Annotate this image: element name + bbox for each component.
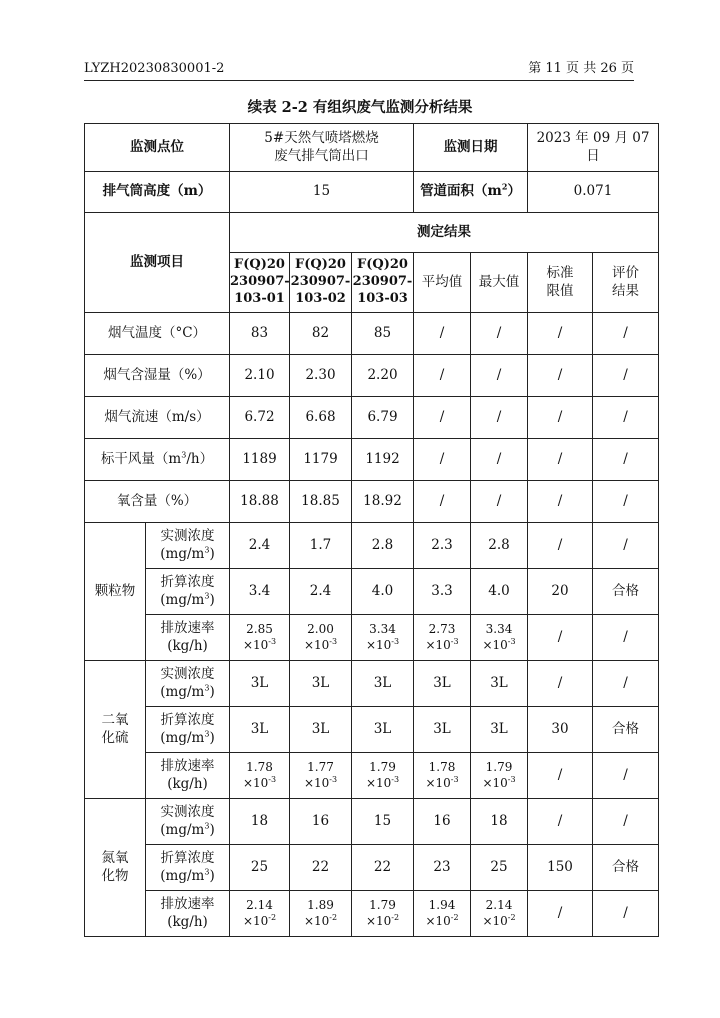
rate-exponent: $\times 10^{-2}$ bbox=[242, 912, 277, 928]
value-cell: 2.30 bbox=[290, 355, 352, 397]
value-cell: 2.8 bbox=[352, 523, 414, 569]
value-cell: 3L bbox=[290, 707, 352, 753]
rate-mantissa: 1.79 bbox=[485, 759, 513, 774]
value-cell: 1192 bbox=[352, 439, 414, 481]
parameter-row bbox=[85, 397, 659, 439]
result-header: 测定结果 bbox=[230, 213, 659, 253]
header-row-top bbox=[85, 213, 659, 253]
pollutant-name bbox=[85, 661, 146, 799]
measure-name: 实测浓度 bbox=[160, 665, 215, 682]
parameter-label bbox=[85, 439, 230, 481]
value-cell: 22 bbox=[290, 845, 352, 891]
value-cell: / bbox=[471, 481, 528, 523]
measure-unit-sup: 3 bbox=[204, 821, 210, 830]
value-cell: / bbox=[528, 481, 593, 523]
pollutant-name-line: 化物 bbox=[101, 867, 129, 884]
page-number: 第 11 页 共 26 页 bbox=[528, 61, 634, 76]
value-cell: 25 bbox=[471, 845, 528, 891]
rate-exponent: $\times 10^{-2}$ bbox=[365, 912, 400, 928]
rate-mantissa: 1.78 bbox=[246, 759, 273, 774]
measure-name: 实测浓度 bbox=[160, 527, 215, 544]
measure-name: 折算浓度 bbox=[160, 849, 215, 866]
value-cell: 4.0 bbox=[471, 569, 528, 615]
measure-label bbox=[146, 753, 230, 799]
rate-mantissa: 2.14 bbox=[485, 897, 513, 912]
value-cell: / bbox=[593, 313, 659, 355]
rate-cell bbox=[352, 891, 414, 937]
measure-unit-suffix: ) bbox=[209, 821, 215, 838]
value-cell: / bbox=[528, 523, 593, 569]
measure-unit-sup: 3 bbox=[204, 729, 210, 738]
rate-cell bbox=[414, 891, 471, 937]
value-cell: 合格 bbox=[593, 707, 659, 753]
measure-unit bbox=[146, 776, 229, 794]
value-cell: 82 bbox=[290, 313, 352, 355]
monitoring-item-header: 监测项目 bbox=[85, 213, 230, 313]
rate-exponent-power: -2 bbox=[450, 912, 459, 922]
rate-exponent-power: -2 bbox=[507, 912, 516, 922]
value-cell: / bbox=[414, 397, 471, 439]
value-cell: / bbox=[528, 891, 593, 937]
value-cell: / bbox=[528, 661, 593, 707]
value-cell: 3L bbox=[471, 707, 528, 753]
value-cell: 6.68 bbox=[290, 397, 352, 439]
rate-cell bbox=[471, 891, 528, 937]
evaluation-header: 评价 结果 bbox=[593, 253, 659, 313]
value-cell: 1189 bbox=[230, 439, 290, 481]
value-cell: / bbox=[593, 481, 659, 523]
sample-header-3: F(Q)20 230907- 103-03 bbox=[352, 253, 414, 313]
parameter-label-text: 标干风量（m bbox=[100, 450, 182, 467]
measure-unit-text: (kg/h) bbox=[167, 775, 208, 792]
measure-label bbox=[146, 799, 230, 845]
average-header: 平均值 bbox=[414, 253, 471, 313]
parameter-row bbox=[85, 481, 659, 523]
measure-unit bbox=[146, 868, 229, 886]
rate-cell bbox=[352, 615, 414, 661]
rate-exponent-power: -3 bbox=[450, 774, 459, 784]
rate-exponent-power: -3 bbox=[268, 636, 277, 646]
value-cell: 20 bbox=[528, 569, 593, 615]
rate-exponent-power: -3 bbox=[450, 636, 459, 646]
measure-unit-text: (kg/h) bbox=[167, 913, 208, 930]
document-id: LYZH20230830001-2 bbox=[84, 61, 225, 76]
rate-exponent-power: -2 bbox=[329, 912, 338, 922]
measure-label bbox=[146, 615, 230, 661]
value-cell: 18 bbox=[230, 799, 290, 845]
rate-exponent: $\times 10^{-2}$ bbox=[303, 912, 338, 928]
rate-exponent: $\times 10^{-3}$ bbox=[365, 774, 400, 790]
measure-unit-sup: 3 bbox=[204, 867, 210, 876]
parameter-label-suffix: /h） bbox=[186, 450, 214, 467]
value-cell: 合格 bbox=[593, 845, 659, 891]
measure-label bbox=[146, 891, 230, 937]
rate-cell bbox=[290, 891, 352, 937]
rate-cell bbox=[471, 753, 528, 799]
measure-unit bbox=[146, 684, 229, 702]
page-header bbox=[84, 58, 634, 81]
rate-exponent: $\times 10^{-3}$ bbox=[425, 774, 459, 790]
rate-exponent-power: -3 bbox=[507, 774, 516, 784]
value-cell: 3L bbox=[290, 661, 352, 707]
measure-unit-suffix: ) bbox=[209, 683, 215, 700]
pollutant-row bbox=[85, 615, 659, 661]
rate-exponent: $\times 10^{-3}$ bbox=[303, 774, 338, 790]
measure-label bbox=[146, 569, 230, 615]
value-cell: 15 bbox=[352, 799, 414, 845]
measure-unit-suffix: ) bbox=[209, 729, 215, 746]
rate-cell bbox=[290, 615, 352, 661]
rate-cell bbox=[230, 753, 290, 799]
rate-cell bbox=[230, 615, 290, 661]
max-header: 最大值 bbox=[471, 253, 528, 313]
value-cell: / bbox=[528, 313, 593, 355]
rate-mantissa: 1.94 bbox=[428, 897, 456, 912]
measure-unit-text: (mg/m bbox=[160, 545, 205, 562]
rate-cell bbox=[290, 753, 352, 799]
measure-unit-sup: 3 bbox=[204, 683, 210, 692]
value-cell: 18 bbox=[471, 799, 528, 845]
value-cell: 1179 bbox=[290, 439, 352, 481]
value-cell: 3.4 bbox=[230, 569, 290, 615]
value-cell: / bbox=[471, 439, 528, 481]
rate-exponent: $\times 10^{-3}$ bbox=[242, 636, 277, 652]
parameter-row bbox=[85, 313, 659, 355]
value-cell: / bbox=[593, 523, 659, 569]
value-cell: 6.79 bbox=[352, 397, 414, 439]
emission-results-table bbox=[84, 123, 659, 937]
rate-exponent-power: -3 bbox=[391, 636, 400, 646]
value-cell: 3L bbox=[414, 707, 471, 753]
measure-unit bbox=[146, 822, 229, 840]
rate-exponent: $\times 10^{-3}$ bbox=[482, 774, 516, 790]
value-cell: / bbox=[471, 355, 528, 397]
sample-header-2: F(Q)20 230907- 103-02 bbox=[290, 253, 352, 313]
rate-exponent: $\times 10^{-3}$ bbox=[482, 636, 516, 652]
value-cell: 16 bbox=[414, 799, 471, 845]
rate-exponent-power: -2 bbox=[268, 912, 277, 922]
rate-mantissa: 2.73 bbox=[428, 621, 456, 636]
rate-mantissa: 2.00 bbox=[307, 621, 334, 636]
pollutant-name-line: 氮氧 bbox=[101, 849, 129, 866]
monitoring-point-value bbox=[230, 124, 414, 172]
table-caption: 续表 2-2 有组织废气监测分析结果 bbox=[247, 99, 473, 116]
value-cell: / bbox=[414, 313, 471, 355]
rate-cell bbox=[414, 753, 471, 799]
duct-area-label-text: 管道面积（m bbox=[420, 183, 502, 200]
pollutant-row bbox=[85, 523, 659, 569]
value-cell: 6.72 bbox=[230, 397, 290, 439]
rate-exponent-power: -3 bbox=[507, 636, 516, 646]
rate-cell bbox=[414, 615, 471, 661]
measure-label bbox=[146, 707, 230, 753]
pollutant-name-line: 二氧 bbox=[101, 711, 129, 728]
measure-unit-sup: 3 bbox=[204, 545, 210, 554]
measure-name: 折算浓度 bbox=[160, 711, 215, 728]
value-cell: / bbox=[528, 439, 593, 481]
value-cell: 85 bbox=[352, 313, 414, 355]
value-cell: / bbox=[593, 753, 659, 799]
value-cell: 3L bbox=[471, 661, 528, 707]
measure-unit-suffix: ) bbox=[209, 867, 215, 884]
measure-unit bbox=[146, 638, 229, 656]
monitoring-date-value: 2023 年 09 月 07 日 bbox=[528, 124, 659, 172]
duct-area-label-suffix: ） bbox=[507, 183, 521, 200]
value-cell: / bbox=[528, 355, 593, 397]
value-cell: 4.0 bbox=[352, 569, 414, 615]
value-cell: 18.85 bbox=[290, 481, 352, 523]
rate-mantissa: 2.85 bbox=[246, 621, 273, 636]
measure-label bbox=[146, 661, 230, 707]
pollutant-name bbox=[85, 799, 146, 937]
value-cell: / bbox=[471, 313, 528, 355]
rate-exponent: $\times 10^{-3}$ bbox=[303, 636, 338, 652]
pollutant-row bbox=[85, 799, 659, 845]
limit-header: 标准 限值 bbox=[528, 253, 593, 313]
pollutant-name-line: 化硫 bbox=[101, 729, 129, 746]
measure-name: 排放速率 bbox=[160, 895, 215, 912]
parameter-label: 烟气流速（m/s） bbox=[85, 397, 230, 439]
value-cell: / bbox=[528, 615, 593, 661]
measure-unit-suffix: ) bbox=[209, 591, 215, 608]
info-row-point bbox=[85, 124, 659, 172]
parameter-label: 烟气温度（°C） bbox=[85, 313, 230, 355]
value-cell: 3L bbox=[414, 661, 471, 707]
value-cell: 2.20 bbox=[352, 355, 414, 397]
value-cell: 18.92 bbox=[352, 481, 414, 523]
value-cell: 1.7 bbox=[290, 523, 352, 569]
rate-exponent: $\times 10^{-3}$ bbox=[365, 636, 400, 652]
value-cell: / bbox=[593, 355, 659, 397]
measure-name: 折算浓度 bbox=[160, 573, 215, 590]
value-cell: 3L bbox=[230, 707, 290, 753]
rate-mantissa: 2.14 bbox=[246, 897, 273, 912]
value-cell: 83 bbox=[230, 313, 290, 355]
pollutant-name bbox=[85, 523, 146, 661]
rate-exponent-power: -3 bbox=[329, 636, 338, 646]
duct-area-value: 0.071 bbox=[528, 172, 659, 213]
pollutant-row bbox=[85, 661, 659, 707]
measure-name: 实测浓度 bbox=[160, 803, 215, 820]
pollutant-row bbox=[85, 845, 659, 891]
stack-height-label: 排气筒高度（m） bbox=[85, 172, 230, 213]
duct-area-label bbox=[414, 172, 528, 213]
value-cell: 3L bbox=[352, 661, 414, 707]
measure-name: 排放速率 bbox=[160, 619, 215, 636]
rate-mantissa: 1.79 bbox=[369, 759, 396, 774]
measure-unit bbox=[146, 592, 229, 610]
rate-exponent: $\times 10^{-3}$ bbox=[242, 774, 277, 790]
value-cell: / bbox=[593, 891, 659, 937]
rate-exponent-power: -3 bbox=[268, 774, 277, 784]
parameter-row bbox=[85, 355, 659, 397]
rate-mantissa: 3.34 bbox=[485, 621, 513, 636]
value-cell: 22 bbox=[352, 845, 414, 891]
measure-unit-text: (mg/m bbox=[160, 821, 205, 838]
value-cell: 16 bbox=[290, 799, 352, 845]
pollutant-row bbox=[85, 891, 659, 937]
value-cell: 30 bbox=[528, 707, 593, 753]
parameter-label-sup: 3 bbox=[181, 450, 187, 460]
value-cell: 3L bbox=[230, 661, 290, 707]
measure-label bbox=[146, 845, 230, 891]
monitoring-date-label: 监测日期 bbox=[414, 124, 528, 172]
measure-name: 排放速率 bbox=[160, 757, 215, 774]
parameter-label: 氧含量（%） bbox=[85, 481, 230, 523]
measure-unit bbox=[146, 546, 229, 564]
parameter-label: 烟气含湿量（%） bbox=[85, 355, 230, 397]
value-cell: 2.10 bbox=[230, 355, 290, 397]
rate-exponent-power: -3 bbox=[329, 774, 338, 784]
pollutant-row bbox=[85, 569, 659, 615]
monitoring-point-line1: 5#天然气喷塔燃烧 bbox=[264, 129, 379, 146]
value-cell: 150 bbox=[528, 845, 593, 891]
rate-cell bbox=[230, 891, 290, 937]
rate-mantissa: 3.34 bbox=[369, 621, 396, 636]
stack-height-value: 15 bbox=[230, 172, 414, 213]
value-cell: / bbox=[528, 397, 593, 439]
value-cell: / bbox=[593, 439, 659, 481]
measure-unit-text: (mg/m bbox=[160, 729, 205, 746]
rate-mantissa: 1.79 bbox=[369, 897, 396, 912]
rate-exponent-power: -3 bbox=[391, 774, 400, 784]
value-cell: / bbox=[593, 799, 659, 845]
value-cell: / bbox=[414, 355, 471, 397]
measure-unit bbox=[146, 914, 229, 932]
value-cell: 2.3 bbox=[414, 523, 471, 569]
duct-area-label-sup: 2 bbox=[501, 181, 508, 192]
value-cell: 2.4 bbox=[230, 523, 290, 569]
pollutant-row bbox=[85, 707, 659, 753]
monitoring-point-line2: 废气排气筒出口 bbox=[274, 147, 369, 164]
pollutant-name-line: 颗粒物 bbox=[94, 582, 136, 599]
pollutant-row bbox=[85, 753, 659, 799]
value-cell: 3.3 bbox=[414, 569, 471, 615]
info-row-stack bbox=[85, 172, 659, 213]
rate-exponent: $\times 10^{-2}$ bbox=[425, 912, 459, 928]
sample-header-1: F(Q)20 230907- 103-01 bbox=[230, 253, 290, 313]
measure-unit-text: (mg/m bbox=[160, 683, 205, 700]
measure-unit-suffix: ) bbox=[209, 545, 215, 562]
value-cell: 合格 bbox=[593, 569, 659, 615]
parameter-row bbox=[85, 439, 659, 481]
rate-cell bbox=[471, 615, 528, 661]
measure-unit-sup: 3 bbox=[204, 591, 210, 600]
value-cell: 18.88 bbox=[230, 481, 290, 523]
value-cell: / bbox=[471, 397, 528, 439]
rate-cell bbox=[352, 753, 414, 799]
rate-exponent: $\times 10^{-2}$ bbox=[482, 912, 516, 928]
rate-exponent-power: -2 bbox=[391, 912, 400, 922]
value-cell: 25 bbox=[230, 845, 290, 891]
measure-unit-text: (mg/m bbox=[160, 867, 205, 884]
rate-exponent: $\times 10^{-3}$ bbox=[425, 636, 459, 652]
value-cell: / bbox=[414, 481, 471, 523]
value-cell: / bbox=[414, 439, 471, 481]
value-cell: / bbox=[593, 615, 659, 661]
measure-unit bbox=[146, 730, 229, 748]
measure-label bbox=[146, 523, 230, 569]
value-cell: 3L bbox=[352, 707, 414, 753]
value-cell: / bbox=[593, 661, 659, 707]
monitoring-point-label: 监测点位 bbox=[85, 124, 230, 172]
value-cell: 23 bbox=[414, 845, 471, 891]
value-cell: 2.4 bbox=[290, 569, 352, 615]
rate-mantissa: 1.77 bbox=[307, 759, 334, 774]
value-cell: 2.8 bbox=[471, 523, 528, 569]
value-cell: / bbox=[593, 397, 659, 439]
value-cell: / bbox=[528, 799, 593, 845]
measure-unit-text: (mg/m bbox=[160, 591, 205, 608]
measure-unit-text: (kg/h) bbox=[167, 637, 208, 654]
value-cell: / bbox=[528, 753, 593, 799]
rate-mantissa: 1.78 bbox=[428, 759, 456, 774]
rate-mantissa: 1.89 bbox=[307, 897, 334, 912]
